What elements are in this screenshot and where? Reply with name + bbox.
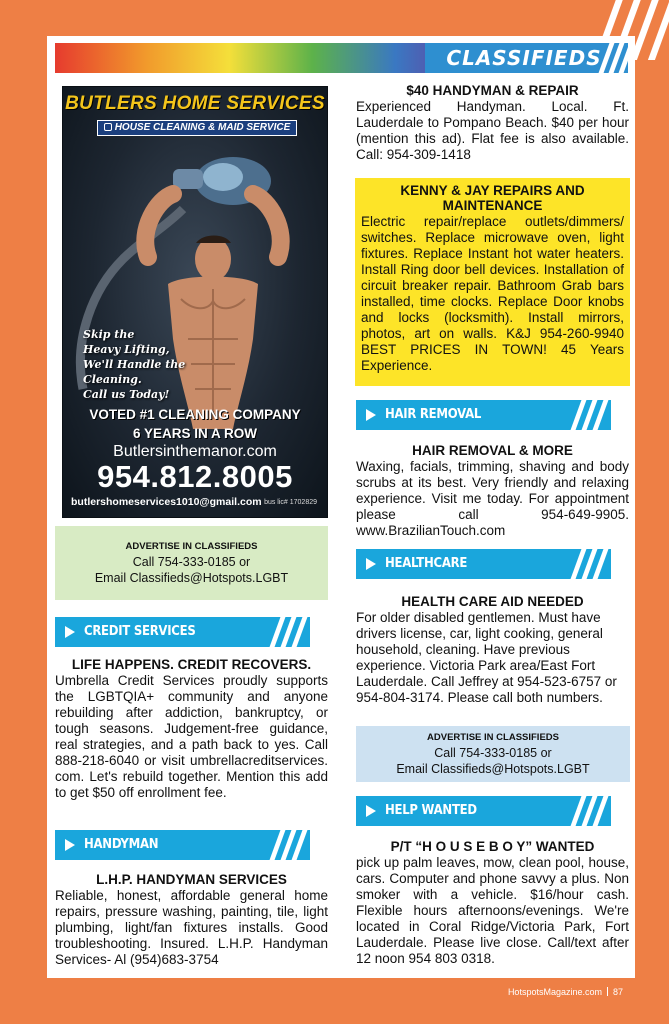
- advertise-box-right: ADVERTISE IN CLASSIFIEDS Call 754-333-0185 or Email Classifieds@Hotspots.LGBT: [356, 726, 630, 782]
- advertise-box-left: ADVERTISE IN CLASSIFIEDS Call 754-333-0185 or Email Classifieds@Hotspots.LGBT: [55, 526, 328, 600]
- ad-tagline: Skip the Heavy Lifting, We'll Handle the Cleaning. Call us Today!: [83, 328, 186, 401]
- footer-site[interactable]: HotspotsMagazine.com: [507, 987, 602, 997]
- ad-title: BUTLERS HOME SERVICES: [65, 93, 325, 114]
- ad-voted: VOTED #1 CLEANING COMPANY 6 YEARS IN A ROW: [89, 407, 301, 441]
- ad-subtitle: HOUSE CLEANING & MAID SERVICE: [97, 120, 297, 136]
- listing-hair-removal: HAIR REMOVAL & MORE Waxing, facials, trimming, shaving and body scrubs at its best. Very friendly and relaxing experience. Visit me today. For appointment please call 954-649-9905. www.BrazilianTouch.com: [356, 443, 629, 538]
- page-panel: [47, 36, 635, 978]
- section-hair-removal: HAIR REMOVAL: [356, 400, 611, 430]
- listing-houseboy: P/T “H O U S E B O Y” WANTED pick up palm leaves, mow, clean pool, house, cars. Computer and phone savvy a plus. Non smoker with a vehicle. $16/hour cash. Flexible hours afternoons/evenings. We're located in Coral Ridge/Victoria Park, Fort Lauderdale. Please live close. Call/text after 12 noon 954 803 0318.: [356, 839, 629, 966]
- listing-lhp-handyman: L.H.P. HANDYMAN SERVICES Reliable, honest, affordable general home repairs, pressure washing, painting, tile, light plumbing, light/fan fixtures installs. Good troubleshooting. Insured. L.H.P. Handyman Services- Al (954)683-3754: [55, 872, 328, 967]
- arrow-right-icon: [366, 409, 376, 421]
- section-healthcare: HEALTHCARE: [356, 549, 611, 579]
- arrow-right-icon: [65, 626, 75, 638]
- arrow-right-icon: [366, 558, 376, 570]
- page-footer: [508, 987, 623, 997]
- section-credit-services: CREDIT SERVICES: [55, 617, 310, 647]
- butlers-ad[interactable]: [62, 86, 328, 518]
- ad-website[interactable]: Butlersinthemanor.com: [113, 443, 277, 460]
- ad-email[interactable]: butlershomeservices1010@gmail.com: [71, 496, 262, 508]
- arrow-right-icon: [65, 839, 75, 851]
- section-handyman: HANDYMAN: [55, 830, 310, 860]
- house-icon: [104, 123, 112, 131]
- listing-health-care: HEALTH CARE AID NEEDED For older disabled gentlemen. Must have drivers license, car, light cooking, general household, cleaning. Have previous experience. Victoria Park area/East Fort Lauderdale. Call Jeffrey at 954-523-6757 or 954-804-3174. Please call both numbers.: [356, 594, 617, 705]
- listing-40-handyman: $40 HANDYMAN & REPAIR Experienced Handyman. Local. Ft. Lauderdale to Pompano Beach. $40 per hour (mention this ad). Flat fee is also available. Call: 954-309-1418: [356, 83, 629, 162]
- page-title: CLASSIFIEDS: [446, 46, 602, 70]
- listing-kenny-jay: KENNY & JAY REPAIRS AND MAINTENANCE Electric repair/replace outlets/dimmers/ switches. Replace microwave oven, light fixtures. Replace Instant hot water heaters. Install Ring door bell devices. Installation of circuit breaker repair. Bathroom Grab bars installed, time clocks. Replace Door knobs and locks (locksmith). Install mirrors, photos, art on walls. K&J 954-260-9940 BEST PRICES IN TOWN! 45 Years Experience.: [355, 178, 630, 386]
- section-help-wanted: HELP WANTED: [356, 796, 611, 826]
- arrow-right-icon: [366, 805, 376, 817]
- rainbow-bar: [55, 43, 470, 73]
- ad-phone[interactable]: 954.812.8005: [97, 459, 293, 494]
- page-number: 87: [612, 987, 623, 997]
- listing-life-happens: LIFE HAPPENS. CREDIT RECOVERS. Umbrella Credit Services proudly supports the LGBTQIA+ community and anyone rebuilding after addiction, bankruptcy, or tough seasons. Judgement-free guidance, real strategies, and a path back to yes. Call 888-218-6040 or visit umbrellacreditservices. com. Let's rebuild together. Mention this add to get $50 off enrollment fee.: [55, 657, 328, 800]
- ad-license: bus lic# 1702829: [264, 499, 317, 506]
